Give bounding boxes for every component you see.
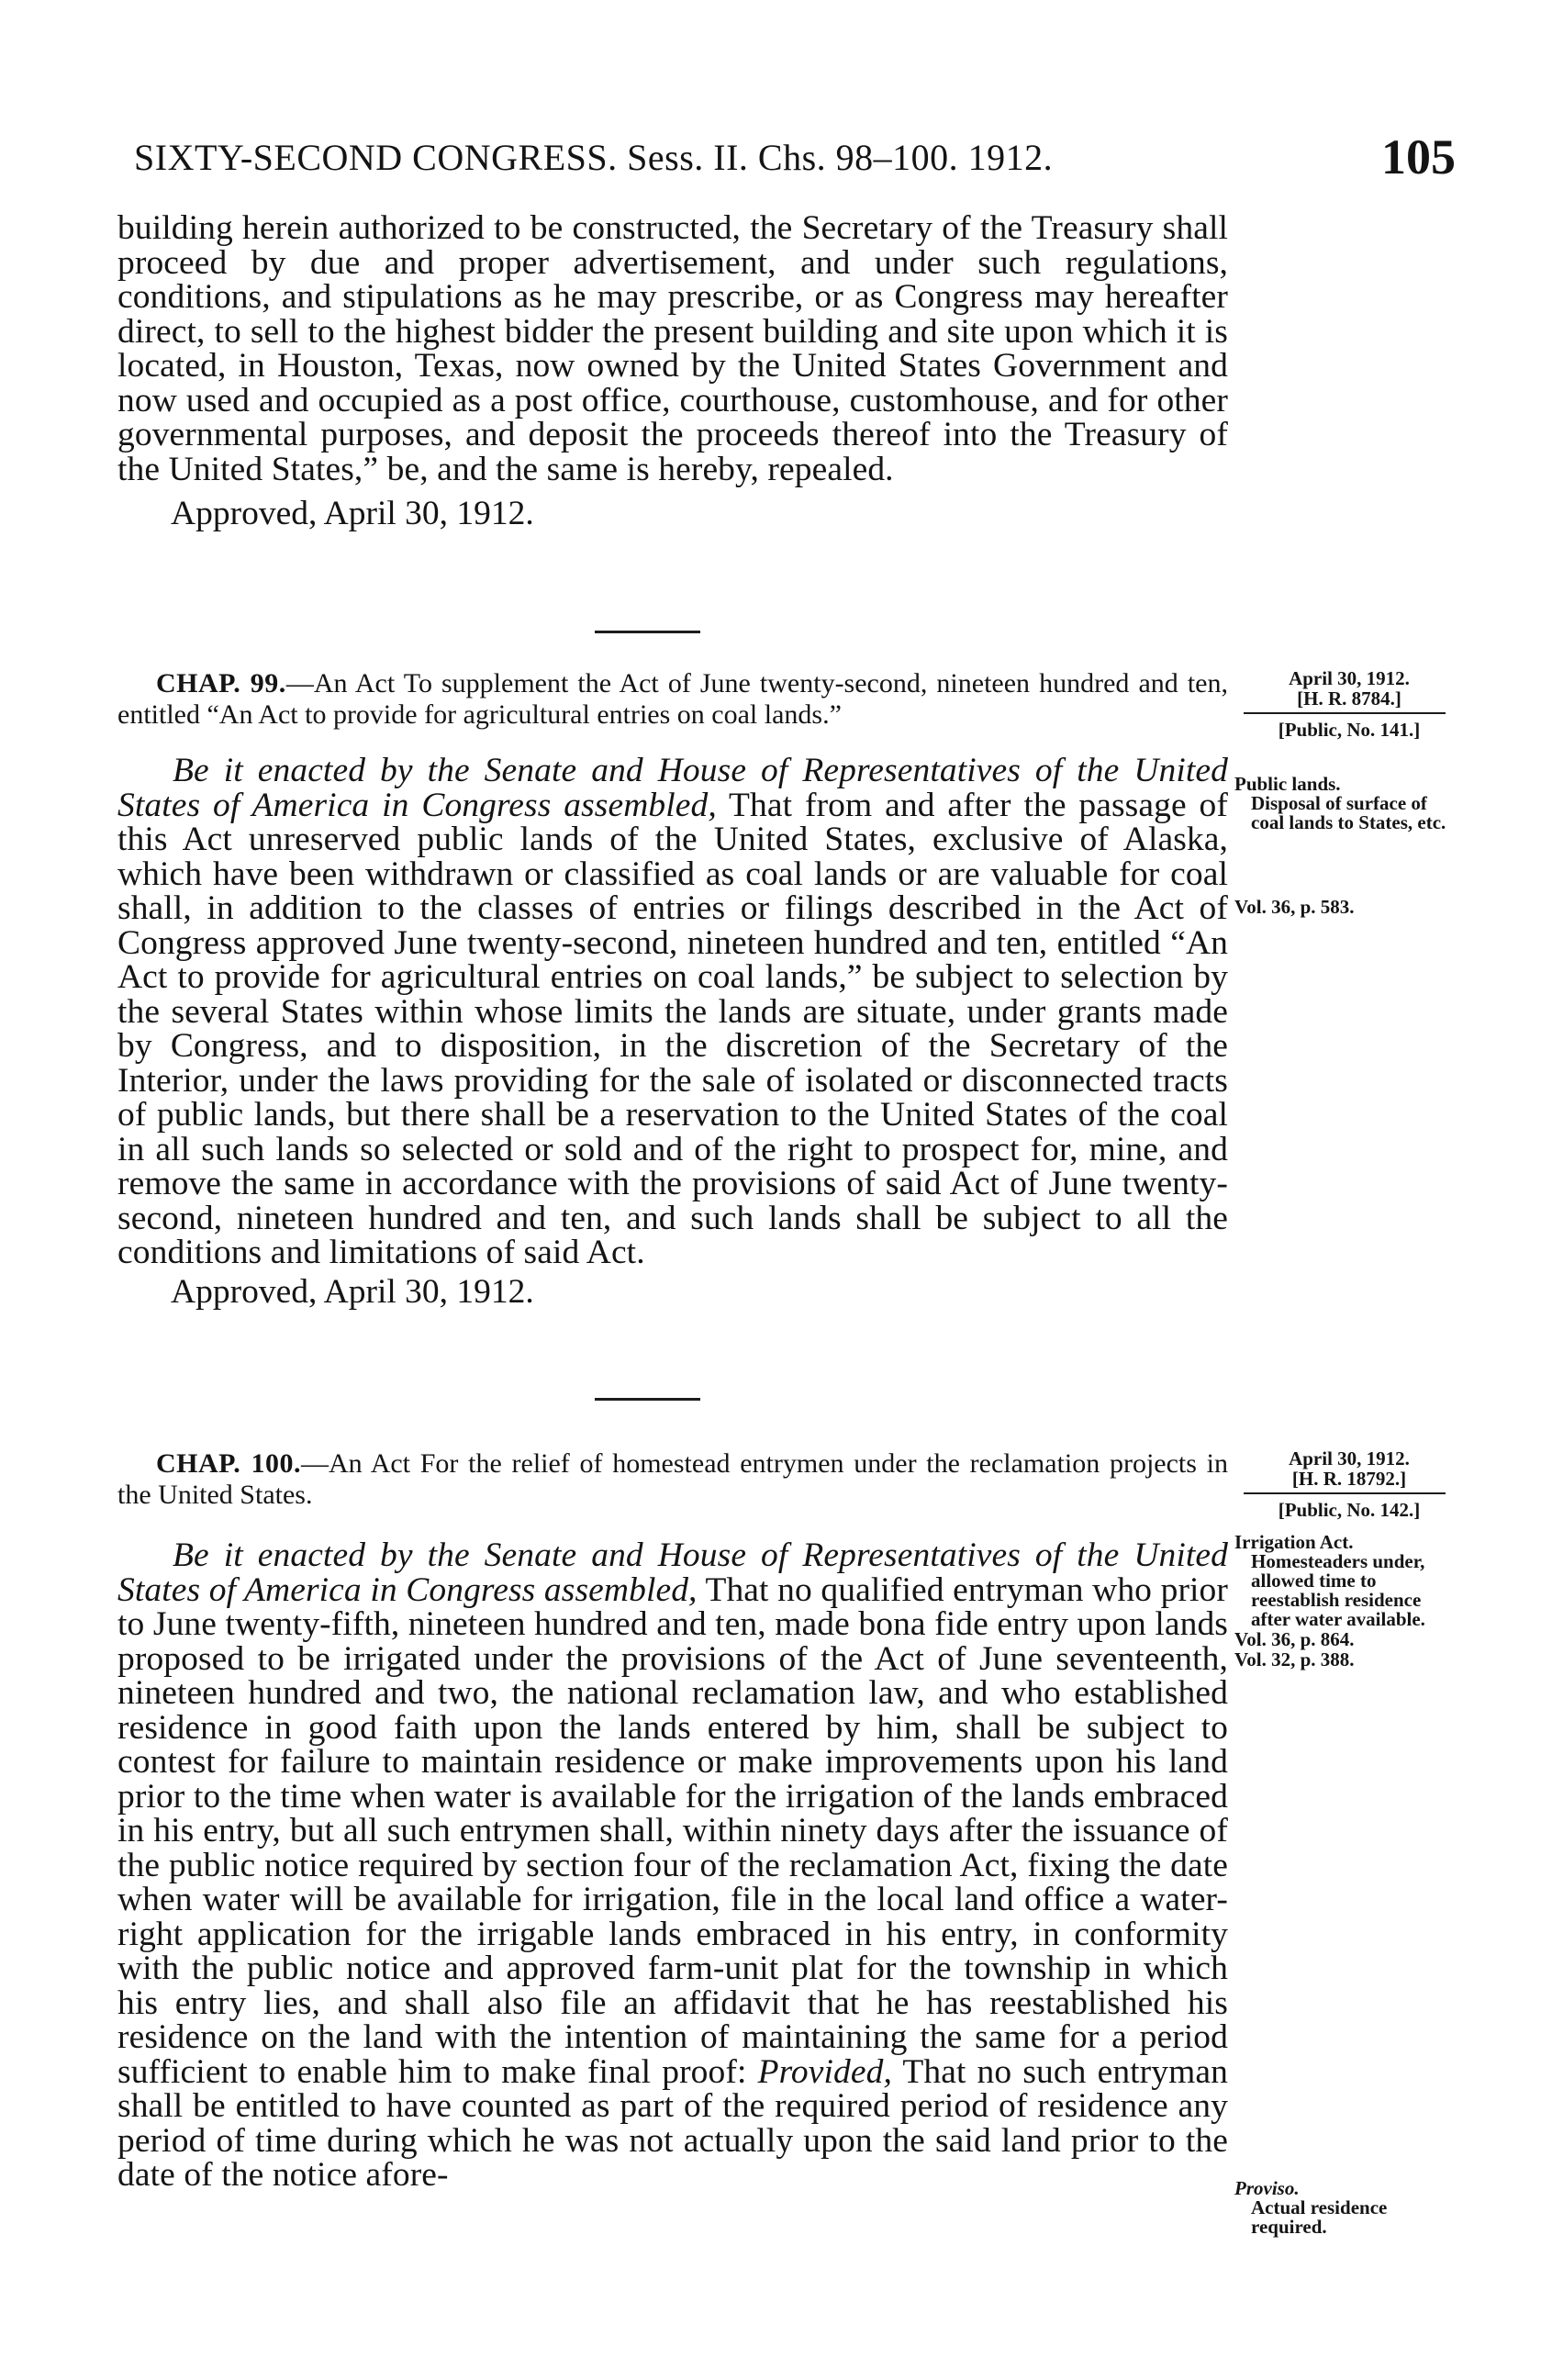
ch99-margin-notes: [1234, 668, 1464, 917]
ch99-margin-note-line2: Disposal of surface of coal lands to States, etc.: [1251, 792, 1446, 833]
ch100-margin-ref2: Vol. 32, p. 388.: [1234, 1648, 1355, 1670]
ch98-tail: [117, 211, 1228, 532]
ch100-proviso: Provided,: [757, 2052, 892, 2091]
ch99-heading: [117, 668, 1228, 731]
ch100-body-text: That no qualified entryman who prior to June twenty-fifth, nineteen hundred and ten, made bona fide entry upon lands proposed to be irrigated under the provisions of the Act of June seventeenth, nineteen hundred and two, the national reclamation law, and who established residence in good faith upon the lands entered by him, shall be subject to contest for failure to maintain residence or make improvements upon his land prior to the time when water is available for the irrigation of the lands embraced in his entry, but all such entrymen shall, within ninety days after the issuance of the public notice required by section four of the reclamation Act, fixing the date when water will be available for irrigation, file in the local land office a water-right application for the irrigable lands embraced in his entry, in conformity with the public notice and approved farm-unit plat for the township in which his entry lies, and shall also file an affidavit that he has reestablished his residence on the land with the intention of maintaining the same for a period sufficient to enable him to make final proof:: [117, 1570, 1228, 2091]
ch99-body: [117, 754, 1228, 1270]
ch100-margin-proviso-text: Actual residence required.: [1251, 2196, 1388, 2238]
page-number: 105: [1381, 129, 1456, 184]
ch99-margin-rule: [1244, 712, 1446, 714]
ch100-body: [117, 1538, 1228, 2193]
ch99-body-text: That from and after the passage of this Act unreserved public lands of the United States, exclusive of Alaska, which have been withdrawn or classified as coal lands or are valuable for coal shall, in addition to the classes of entries or filings described in the Act of Congress approved June twenty-second, nineteen hundred and ten, entitled “An Act to provide for agricultural entries on coal lands,” be subject to selection by the several States within whose limits the lands are situate, under grants made by Congress, and to disposition, in the discretion of the Secretary of the Interior, under the laws providing for the sale of isolated or disconnected tracts of public lands, but there shall be a reservation to the United States of the coal in all such lands so selected or sold and of the right to prospect for, mine, and remove the same in accordance with the provisions of said Act of June twenty-second, nineteen hundred and ten, and such lands shall be subject to all the conditions and limitations of said Act.: [117, 786, 1228, 1271]
ch100-heading: [117, 1448, 1228, 1511]
ch100-margin-note-line1: Irrigation Act.: [1234, 1531, 1354, 1553]
ch100-body-after-proviso: That no such entryman shall be entitled to have counted as part of the required period of residence any period of time during which he was not actually upon the said land prior to the date of the notice afore-: [117, 2052, 1228, 2194]
ch100-margin-rule: [1244, 1492, 1446, 1494]
chapter-100: [117, 1448, 1228, 2193]
ch99-margin-note-line1: Public lands.: [1234, 773, 1341, 795]
ch100-margin-public: [Public, No. 142.]: [1278, 1499, 1421, 1521]
ch100-margin-ref1: Vol. 36, p. 864.: [1234, 1628, 1355, 1650]
ch99-title: —An Act To supplement the Act of June twenty-second, nineteen hundred and ten, entitled “An Act to provide for agricultural entries on coal lands.”: [117, 668, 1228, 730]
ch100-margin-notes: [1234, 1448, 1464, 2237]
ch100-margin-date: April 30, 1912.: [1289, 1447, 1410, 1469]
ch100-title: —An Act For the relief of homestead entrymen under the reclamation projects in the United States.: [117, 1448, 1228, 1510]
ch100-number: CHAP. 100.: [156, 1448, 301, 1479]
ch100-margin-proviso-note: [1234, 2179, 1464, 2237]
section-divider: [595, 1398, 700, 1401]
running-head-title: SIXTY-SECOND CONGRESS. Sess. II. Chs. 98–100. 1912.: [134, 137, 1054, 178]
ch100-margin-bill: [H. R. 18792.]: [1291, 1468, 1407, 1490]
ch99-approved: Approved, April 30, 1912.: [171, 1272, 534, 1311]
ch99-margin-bill: [H. R. 8784.]: [1297, 687, 1401, 710]
running-head: [134, 128, 1456, 184]
ch99-margin-public: [Public, No. 141.]: [1278, 719, 1421, 741]
ch100-margin-proviso-label: Proviso.: [1234, 2177, 1300, 2199]
ch98-tail-text: building herein authorized to be constructed, the Secretary of the Treasury shall proceed by due and proper advertisement, and under such regulations, conditions, and stipulations as he may prescribe, or as Congress may hereafter direct, to sell to the highest bidder the present building and site upon which it is located, in Houston, Texas, now owned by the United States Government and now used and occupied as a post office, courthouse, customhouse, and for other governmental purposes, and deposit the proceeds thereof into the Treasury of the United States,” be, and the same is hereby, repealed.: [117, 209, 1228, 488]
ch99-enacting-clause: Be it enacted by the Senate and House of Representatives of the United States of America in Congress assembled,: [117, 752, 1228, 824]
ch100-margin-note: [1234, 1533, 1464, 1629]
ch99-margin-ref: Vol. 36, p. 583.: [1234, 896, 1355, 918]
chapter-99: [117, 668, 1228, 1311]
section-divider: [595, 631, 700, 633]
ch99-margin-note: [1234, 775, 1464, 832]
ch99-margin-date: April 30, 1912.: [1289, 667, 1410, 689]
ch100-margin-note-line2: Homesteaders under, allowed time to reestablish residence after water available.: [1251, 1550, 1425, 1630]
ch100-enacting-clause: Be it enacted by the Senate and House of Representatives of the United States of America in Congress assembled,: [117, 1536, 1228, 1609]
ch99-number: CHAP. 99.: [156, 668, 286, 698]
ch98-approved: Approved, April 30, 1912.: [171, 495, 534, 532]
